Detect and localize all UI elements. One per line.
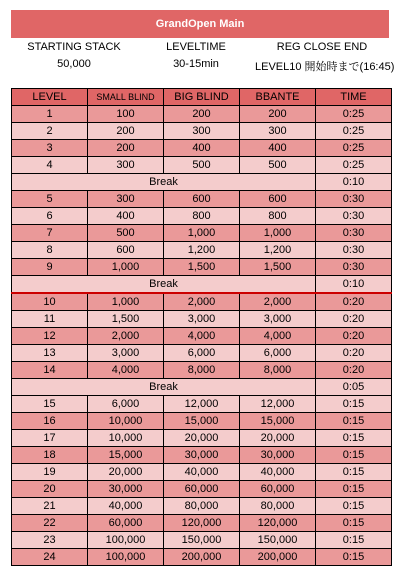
- time-cell: 0:30: [316, 191, 392, 208]
- bb-ante-cell: 80,000: [240, 498, 316, 515]
- level-cell: 18: [12, 447, 88, 464]
- bb-ante-cell: 120,000: [240, 515, 316, 532]
- big-blind-cell: 60,000: [164, 481, 240, 498]
- time-cell: 0:15: [316, 447, 392, 464]
- time-cell: 0:15: [316, 430, 392, 447]
- level-row: [12, 106, 392, 123]
- level-cell: 24: [12, 549, 88, 566]
- bb-ante-cell: 200,000: [240, 549, 316, 566]
- big-blind-cell: 120,000: [164, 515, 240, 532]
- big-blind-cell: 15,000: [164, 413, 240, 430]
- level-cell: 15: [12, 396, 88, 413]
- starting-stack-value: 50,000: [57, 58, 91, 70]
- break-row: [12, 174, 392, 191]
- big-blind-cell: 4,000: [164, 328, 240, 345]
- small-blind-cell: 40,000: [88, 498, 164, 515]
- reg-close-value: LEVEL10 開始時まで(16:45): [255, 61, 395, 73]
- small-blind-cell: 100,000: [88, 532, 164, 549]
- level-row: [12, 140, 392, 157]
- level-row: [12, 157, 392, 174]
- small-blind-cell: 600: [88, 242, 164, 259]
- big-blind-cell: 40,000: [164, 464, 240, 481]
- big-blind-cell: 12,000: [164, 396, 240, 413]
- level-cell: 14: [12, 362, 88, 379]
- big-blind-cell: 400: [164, 140, 240, 157]
- big-blind-cell: 80,000: [164, 498, 240, 515]
- time-cell: 0:15: [316, 532, 392, 549]
- col-header-small-blind: SMALL BLIND: [88, 89, 164, 106]
- small-blind-cell: 60,000: [88, 515, 164, 532]
- col-header-big-blind: BIG BLIND: [164, 89, 240, 106]
- level-row: [12, 225, 392, 242]
- starting-stack-label: STARTING STACK: [27, 41, 121, 53]
- blind-structure-table: [11, 88, 392, 566]
- bb-ante-cell: 15,000: [240, 413, 316, 430]
- time-cell: 0:15: [316, 396, 392, 413]
- small-blind-cell: 300: [88, 191, 164, 208]
- break-time-cell: 0:10: [316, 276, 392, 294]
- level-cell: 5: [12, 191, 88, 208]
- level-row: [12, 208, 392, 225]
- level-row: [12, 464, 392, 481]
- big-blind-cell: 6,000: [164, 345, 240, 362]
- small-blind-cell: 1,500: [88, 311, 164, 328]
- bb-ante-cell: 200: [240, 106, 316, 123]
- small-blind-cell: 1,000: [88, 259, 164, 276]
- level-cell: 3: [12, 140, 88, 157]
- big-blind-cell: 30,000: [164, 447, 240, 464]
- small-blind-cell: 400: [88, 208, 164, 225]
- bb-ante-cell: 60,000: [240, 481, 316, 498]
- level-row: [12, 311, 392, 328]
- level-row: [12, 515, 392, 532]
- bb-ante-cell: 2,000: [240, 293, 316, 311]
- bb-ante-cell: 6,000: [240, 345, 316, 362]
- break-label: Break: [12, 276, 316, 294]
- level-row: [12, 447, 392, 464]
- level-cell: 1: [12, 106, 88, 123]
- bb-ante-cell: 1,000: [240, 225, 316, 242]
- small-blind-cell: 20,000: [88, 464, 164, 481]
- small-blind-cell: 100,000: [88, 549, 164, 566]
- big-blind-cell: 20,000: [164, 430, 240, 447]
- level-time-label: LEVELTIME: [166, 41, 226, 53]
- level-time-value: 30-15min: [173, 58, 219, 70]
- bb-ante-cell: 8,000: [240, 362, 316, 379]
- level-cell: 6: [12, 208, 88, 225]
- bb-ante-cell: 600: [240, 191, 316, 208]
- level-cell: 4: [12, 157, 88, 174]
- level-cell: 13: [12, 345, 88, 362]
- time-cell: 0:15: [316, 549, 392, 566]
- time-cell: 0:20: [316, 328, 392, 345]
- time-cell: 0:15: [316, 515, 392, 532]
- big-blind-cell: 3,000: [164, 311, 240, 328]
- big-blind-cell: 600: [164, 191, 240, 208]
- bb-ante-cell: 800: [240, 208, 316, 225]
- small-blind-cell: 300: [88, 157, 164, 174]
- col-header-bb-ante: BBANTE: [240, 89, 316, 106]
- level-cell: 16: [12, 413, 88, 430]
- small-blind-cell: 10,000: [88, 430, 164, 447]
- level-row: [12, 532, 392, 549]
- small-blind-cell: 4,000: [88, 362, 164, 379]
- small-blind-cell: 500: [88, 225, 164, 242]
- bb-ante-cell: 1,500: [240, 259, 316, 276]
- bb-ante-cell: 4,000: [240, 328, 316, 345]
- level-cell: 21: [12, 498, 88, 515]
- time-cell: 0:30: [316, 208, 392, 225]
- level-row: [12, 242, 392, 259]
- bb-ante-cell: 40,000: [240, 464, 316, 481]
- level-cell: 23: [12, 532, 88, 549]
- time-cell: 0:20: [316, 311, 392, 328]
- time-cell: 0:20: [316, 345, 392, 362]
- level-row: [12, 259, 392, 276]
- big-blind-cell: 500: [164, 157, 240, 174]
- big-blind-cell: 2,000: [164, 293, 240, 311]
- small-blind-cell: 100: [88, 106, 164, 123]
- bb-ante-cell: 400: [240, 140, 316, 157]
- level-cell: 20: [12, 481, 88, 498]
- time-cell: 0:25: [316, 106, 392, 123]
- break-label: Break: [12, 174, 316, 191]
- level-cell: 11: [12, 311, 88, 328]
- level-cell: 2: [12, 123, 88, 140]
- big-blind-cell: 8,000: [164, 362, 240, 379]
- level-row: [12, 328, 392, 345]
- small-blind-cell: 15,000: [88, 447, 164, 464]
- level-row: [12, 396, 392, 413]
- level-cell: 19: [12, 464, 88, 481]
- bb-ante-cell: 300: [240, 123, 316, 140]
- big-blind-cell: 1,000: [164, 225, 240, 242]
- bb-ante-cell: 30,000: [240, 447, 316, 464]
- level-cell: 22: [12, 515, 88, 532]
- time-cell: 0:25: [316, 123, 392, 140]
- big-blind-cell: 1,200: [164, 242, 240, 259]
- big-blind-cell: 200,000: [164, 549, 240, 566]
- tournament-title: GrandOpen Main: [11, 10, 389, 38]
- small-blind-cell: 200: [88, 123, 164, 140]
- level-row: [12, 293, 392, 311]
- time-cell: 0:15: [316, 413, 392, 430]
- small-blind-cell: 6,000: [88, 396, 164, 413]
- small-blind-cell: 30,000: [88, 481, 164, 498]
- table-header-row: [12, 89, 392, 106]
- level-row: [12, 498, 392, 515]
- bb-ante-cell: 12,000: [240, 396, 316, 413]
- big-blind-cell: 1,500: [164, 259, 240, 276]
- bb-ante-cell: 150,000: [240, 532, 316, 549]
- small-blind-cell: 3,000: [88, 345, 164, 362]
- time-cell: 0:20: [316, 293, 392, 311]
- break-time-cell: 0:05: [316, 379, 392, 396]
- tournament-info: [11, 40, 395, 76]
- level-row: [12, 413, 392, 430]
- level-cell: 12: [12, 328, 88, 345]
- level-cell: 10: [12, 293, 88, 311]
- level-row: [12, 345, 392, 362]
- time-cell: 0:30: [316, 225, 392, 242]
- small-blind-cell: 2,000: [88, 328, 164, 345]
- small-blind-cell: 200: [88, 140, 164, 157]
- break-label: Break: [12, 379, 316, 396]
- big-blind-cell: 800: [164, 208, 240, 225]
- col-header-level: LEVEL: [12, 89, 88, 106]
- level-cell: 9: [12, 259, 88, 276]
- time-cell: 0:25: [316, 140, 392, 157]
- bb-ante-cell: 1,200: [240, 242, 316, 259]
- col-header-time: TIME: [316, 89, 392, 106]
- bb-ante-cell: 500: [240, 157, 316, 174]
- bb-ante-cell: 3,000: [240, 311, 316, 328]
- break-time-cell: 0:10: [316, 174, 392, 191]
- time-cell: 0:15: [316, 498, 392, 515]
- reg-close-label: REG CLOSE END: [276, 41, 368, 53]
- small-blind-cell: 1,000: [88, 293, 164, 311]
- break-row: [12, 276, 392, 294]
- time-cell: 0:15: [316, 464, 392, 481]
- level-row: [12, 549, 392, 566]
- small-blind-cell: 10,000: [88, 413, 164, 430]
- level-row: [12, 430, 392, 447]
- level-cell: 7: [12, 225, 88, 242]
- time-cell: 0:30: [316, 242, 392, 259]
- level-row: [12, 481, 392, 498]
- big-blind-cell: 300: [164, 123, 240, 140]
- time-cell: 0:15: [316, 481, 392, 498]
- level-row: [12, 123, 392, 140]
- time-cell: 0:25: [316, 157, 392, 174]
- level-cell: 17: [12, 430, 88, 447]
- level-row: [12, 191, 392, 208]
- level-row: [12, 362, 392, 379]
- bb-ante-cell: 20,000: [240, 430, 316, 447]
- time-cell: 0:20: [316, 362, 392, 379]
- big-blind-cell: 150,000: [164, 532, 240, 549]
- big-blind-cell: 200: [164, 106, 240, 123]
- level-cell: 8: [12, 242, 88, 259]
- break-row: [12, 379, 392, 396]
- table-body: [12, 106, 392, 566]
- time-cell: 0:30: [316, 259, 392, 276]
